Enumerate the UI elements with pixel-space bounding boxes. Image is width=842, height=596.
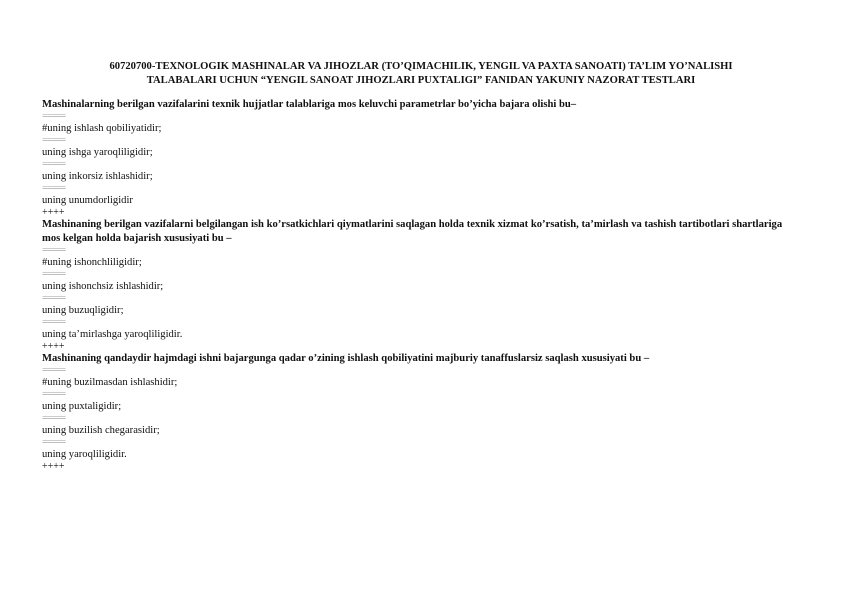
answer-option: uning buzuqligidir;: [42, 305, 124, 316]
answer-option: #uning ishlash qobiliyatidir;: [42, 123, 162, 134]
question-block-3: [42, 352, 802, 472]
title-line-2: TALABALARI UCHUN “YENGIL SANOAT JIHOZLARI PUXTALIGI” FANIDAN YAKUNIY NAZORAT TESTLARI: [146, 75, 696, 86]
questions-list: [42, 98, 802, 472]
answer-option: uning buzilish chegarasidir;: [42, 425, 160, 436]
separator: =====: [42, 413, 66, 424]
question-terminator: ++++: [42, 341, 65, 352]
answer-option: uning inkorsiz ishlashidir;: [42, 171, 153, 182]
question-block-1: [42, 98, 802, 218]
separator: =====: [42, 365, 66, 376]
question-terminator: ++++: [42, 207, 65, 218]
separator: =====: [42, 159, 66, 170]
question-block-2: [42, 218, 802, 352]
question-text: Mashinaning berilgan vazifalarni belgilangan ish ko’rsatkichlari qiymatlarini saqlagan holda texnik xizmat ko’rsatish, ta’mirlash va tashish tartibotlari shartlariga mos kelgan holda bajarish xususiyati bu –: [42, 219, 783, 244]
separator: =====: [42, 269, 66, 280]
answer-option: uning puxtaligidir;: [42, 401, 122, 412]
separator: =====: [42, 437, 66, 448]
separator: =====: [42, 293, 66, 304]
separator: =====: [42, 111, 66, 122]
answer-option: uning yaroqliligidir.: [42, 449, 127, 460]
answer-option: #uning ishonchliligidir;: [42, 257, 142, 268]
answer-option: uning unumdorligidir: [42, 195, 133, 206]
separator: =====: [42, 317, 66, 328]
document-title: [40, 60, 802, 88]
separator: =====: [42, 245, 66, 256]
separator: =====: [42, 389, 66, 400]
separator: =====: [42, 183, 66, 194]
answer-option: uning ta’mirlashga yaroqliligidir.: [42, 329, 183, 340]
question-text: Mashinalarning berilgan vazifalarini texnik hujjatlar talablariga mos keluvchi parametrlar bo’yicha bajara olishi bu–: [42, 99, 577, 110]
answer-option: #uning buzilmasdan ishlashidir;: [42, 377, 178, 388]
answer-option: uning ishonchsiz ishlashidir;: [42, 281, 164, 292]
answer-option: uning ishga yaroqliligidir;: [42, 147, 153, 158]
question-terminator: ++++: [42, 461, 65, 472]
title-line-1: 60720700-TEXNOLOGIK MASHINALAR VA JIHOZLAR (TO’QIMACHILIK, YENGIL VA PAXTA SANOATI) TA’LIM YO’NALISHI: [109, 61, 733, 72]
question-text: Mashinaning qandaydir hajmdagi ishni bajargunga qadar o’zining ishlash qobiliyatini majburiy tanaffuslarsiz saqlash xususiyati bu –: [42, 353, 650, 364]
separator: =====: [42, 135, 66, 146]
